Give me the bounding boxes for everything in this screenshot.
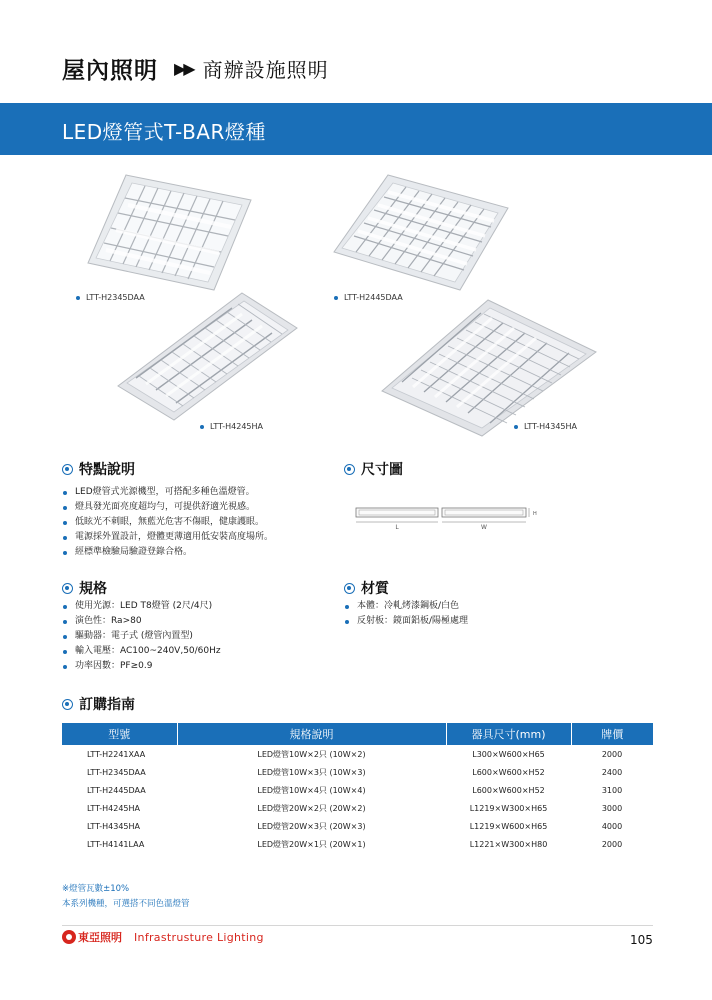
list-item: 輸入電壓：AC100~240V,50/60Hz	[63, 644, 221, 659]
specs-list	[63, 599, 221, 674]
bullet-icon	[63, 506, 67, 510]
cell-size: L300×W600×H65	[472, 749, 545, 759]
cell-model: LTT-H2241XAA	[87, 749, 146, 759]
product-label: LTT-H2345DAA	[76, 293, 145, 302]
brand-tagline: Infrastrusture Lighting	[134, 930, 264, 944]
target-icon	[62, 464, 73, 475]
product-image-h4245ha	[112, 290, 302, 425]
bullet-icon	[345, 620, 349, 624]
table-row	[62, 835, 653, 853]
target-icon	[62, 583, 73, 594]
double-arrow-icon: ▶▶	[174, 58, 193, 78]
bullet-icon	[63, 551, 67, 555]
bullet-icon	[514, 425, 518, 429]
target-icon	[344, 583, 355, 594]
target-icon	[62, 699, 73, 710]
list-item: 低眩光不刺眼，無藍光危害不傷眼，健康護眼。	[63, 515, 273, 530]
list-item: 燈具發光面亮度超均勻，可提供舒適光視感。	[63, 500, 273, 515]
cell-spec: LED燈管20W×3只 (20W×3)	[257, 821, 366, 831]
page-number: 105	[630, 933, 653, 947]
cell-model: LTT-H4345HA	[87, 821, 141, 831]
product-image-h2345daa	[86, 170, 256, 295]
table-row	[62, 763, 653, 781]
list-item: 驅動器：電子式 (燈管內置型)	[63, 629, 221, 644]
brand-mark-icon	[62, 930, 76, 944]
cell-spec: LED燈管10W×2只 (10W×2)	[257, 749, 366, 759]
cell-price: 2000	[601, 749, 623, 759]
dimensions-heading: 尺寸圖	[344, 459, 403, 479]
product-label: LTT-H2445DAA	[334, 293, 403, 302]
cell-size: L1219×W300×H65	[469, 803, 548, 813]
bullet-icon	[63, 521, 67, 525]
banner-title: LED燈管式T-BAR燈種	[62, 120, 266, 144]
dimension-drawing	[352, 500, 542, 534]
bullet-icon	[76, 296, 80, 300]
bullet-icon	[334, 296, 338, 300]
list-item: 使用光源：LED T8燈管 (2尺/4尺)	[63, 599, 221, 614]
dim-label-w: W	[481, 524, 487, 530]
col-header-price: 牌價	[571, 723, 653, 745]
cell-size: L600×W600×H52	[472, 785, 545, 795]
bullet-icon	[63, 635, 67, 639]
subcategory-title: 商辦設施照明	[202, 57, 329, 82]
cell-price: 2000	[601, 839, 623, 849]
bullet-icon	[63, 620, 67, 624]
features-heading: 特點說明	[62, 459, 135, 479]
list-item: 經標準檢驗局驗證登錄合格。	[63, 545, 273, 560]
bullet-icon	[200, 425, 204, 429]
cell-model: LTT-H4141LAA	[87, 839, 145, 849]
list-item: 電源採外置設計，燈體更薄適用低安裝高度場所。	[63, 530, 273, 545]
table-row	[62, 781, 653, 799]
cell-price: 2400	[601, 767, 623, 777]
cell-model: LTT-H4245HA	[87, 803, 141, 813]
footer-divider	[62, 925, 653, 926]
col-header-size: 器具尺寸(mm)	[446, 723, 571, 745]
bullet-icon	[63, 491, 67, 495]
list-item: 反射板：鏡面鋁板/陽極處理	[345, 614, 468, 629]
cell-model: LTT-H2445DAA	[87, 785, 146, 795]
dim-label-l: L	[395, 524, 399, 530]
list-item: 本體：冷軋烤漆鋼板/白色	[345, 599, 468, 614]
table-row	[62, 817, 653, 835]
cell-price: 3100	[601, 785, 623, 795]
section-banner	[0, 103, 712, 155]
cell-spec: LED燈管20W×2只 (20W×2)	[257, 803, 366, 813]
dim-label-h: H	[533, 511, 537, 517]
notes	[62, 882, 190, 912]
table-row	[62, 745, 653, 763]
order-heading: 訂購指南	[62, 694, 135, 714]
order-table	[62, 723, 653, 853]
cell-price: 4000	[601, 821, 623, 831]
bullet-icon	[345, 605, 349, 609]
brand-name: 東亞照明	[78, 931, 122, 944]
bullet-icon	[63, 650, 67, 654]
list-item: 演色性：Ra>80	[63, 614, 221, 629]
page-header	[62, 52, 329, 84]
target-icon	[344, 464, 355, 475]
cell-price: 3000	[601, 803, 623, 813]
cell-model: LTT-H2345DAA	[87, 767, 146, 777]
product-image-h4345ha	[378, 296, 600, 438]
materials-list	[345, 599, 468, 629]
list-item: 功率因數：PF≥0.9	[63, 659, 221, 674]
product-label: LTT-H4345HA	[514, 422, 577, 431]
footer-brand	[62, 929, 264, 945]
bullet-icon	[63, 665, 67, 669]
col-header-spec: 規格說明	[177, 723, 446, 745]
list-item: LED燈管式光源機型，可搭配多種色溫燈管。	[63, 485, 273, 500]
note-wattage: ※燈管瓦數±10%	[62, 884, 130, 894]
product-label: LTT-H4245HA	[200, 422, 263, 431]
cell-size: L1221×W300×H80	[469, 839, 548, 849]
cell-size: L600×W600×H52	[472, 767, 545, 777]
table-header-row	[62, 723, 653, 745]
materials-heading: 材質	[344, 578, 389, 598]
features-list	[63, 485, 273, 560]
cell-size: L1219×W600×H65	[469, 821, 548, 831]
bullet-icon	[63, 536, 67, 540]
table-row	[62, 799, 653, 817]
cell-spec: LED燈管20W×1只 (20W×1)	[257, 839, 366, 849]
product-image-h2445daa	[330, 170, 510, 295]
note-color-temp: 本系列機種，可選搭不同色溫燈管	[62, 899, 190, 909]
cell-spec: LED燈管10W×3只 (10W×3)	[257, 767, 366, 777]
specs-heading: 規格	[62, 578, 107, 598]
cell-spec: LED燈管10W×4只 (10W×4)	[257, 785, 366, 795]
col-header-model: 型號	[62, 723, 177, 745]
brand-logo	[62, 929, 122, 945]
bullet-icon	[63, 605, 67, 609]
category-title: 屋內照明	[62, 57, 158, 84]
